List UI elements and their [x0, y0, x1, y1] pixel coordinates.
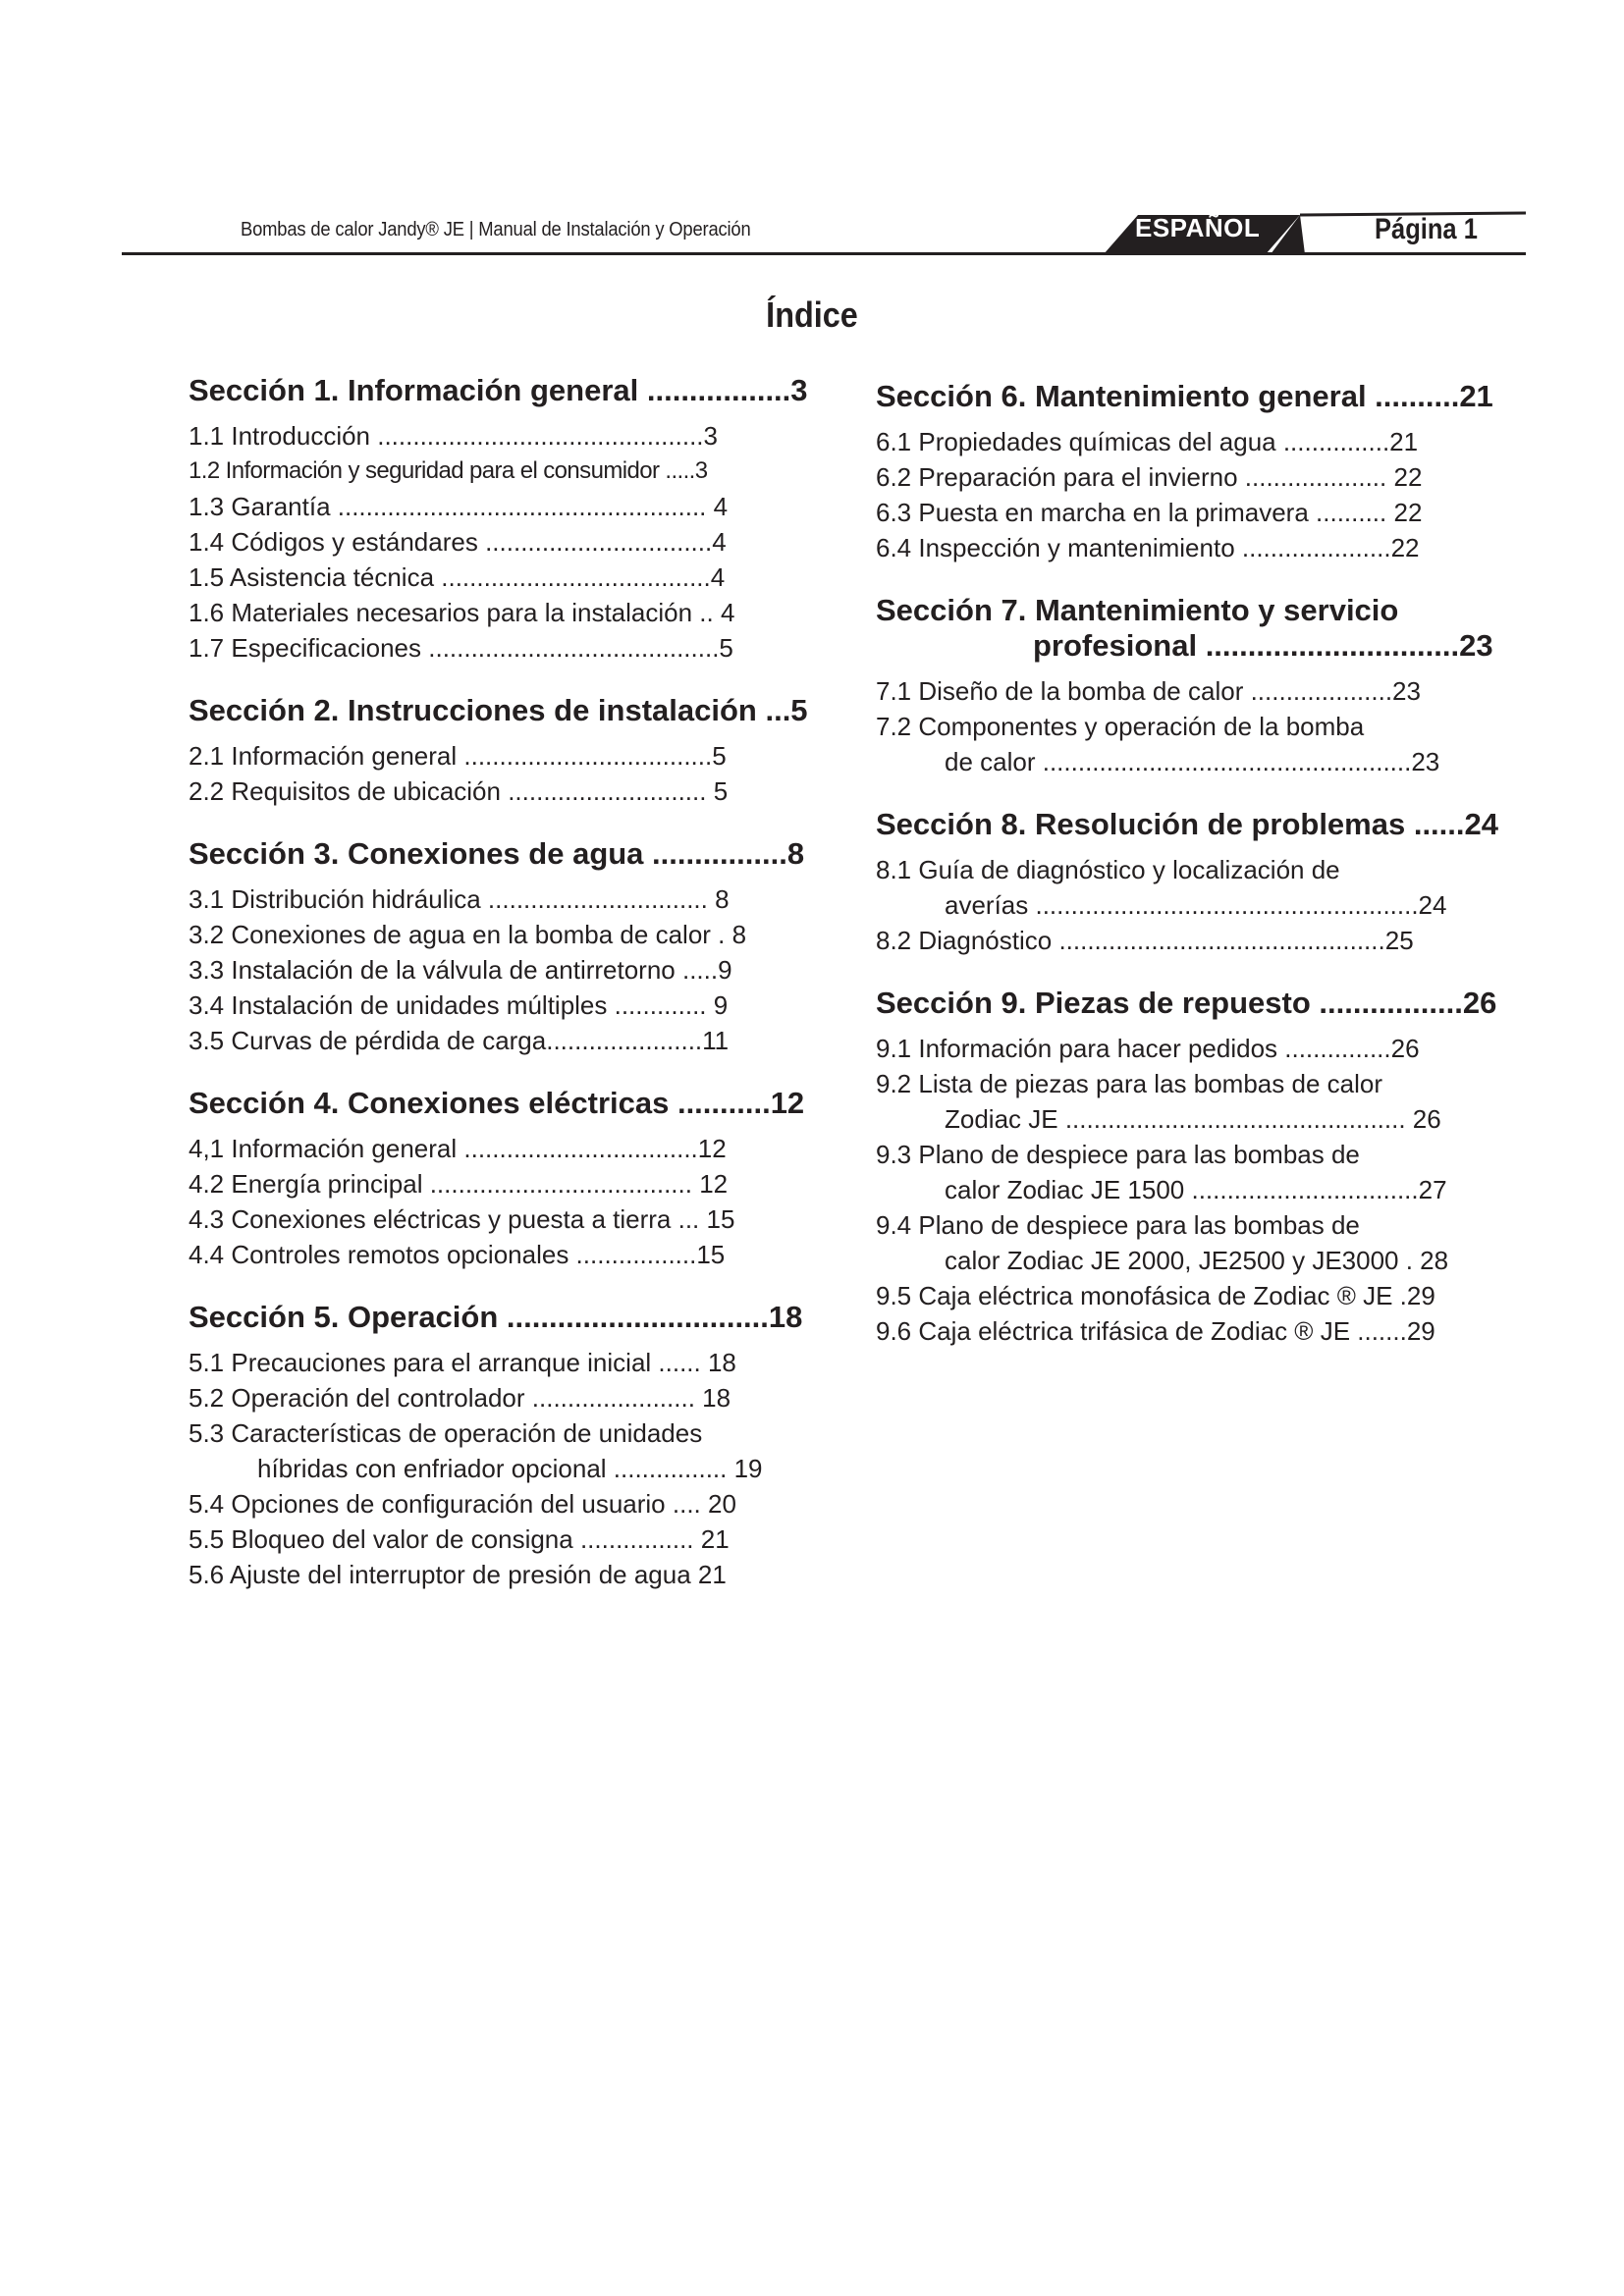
page-number: Página 1 — [1375, 213, 1478, 245]
toc-item[interactable]: 1.6 Materiales necesarios para la instalación .. 4 — [189, 598, 735, 627]
toc-item-line: 8.1 Guía de diagnóstico y localización de — [876, 855, 1340, 884]
toc-item-line: híbridas con enfriador opcional ................ 19 — [257, 1454, 763, 1483]
toc-item[interactable]: 6.1 Propiedades químicas del agua ...............21 — [876, 427, 1419, 456]
toc-item[interactable]: 4.4 Controles remotos opcionales .................15 — [189, 1240, 726, 1269]
toc-item[interactable]: 2.2 Requisitos de ubicación ............................ 5 — [189, 776, 729, 806]
toc-item[interactable]: 8.2 Diagnóstico ..............................................25 — [876, 926, 1414, 955]
toc-section[interactable]: Sección 2. Instrucciones de instalación ...5 — [189, 693, 808, 727]
toc-item-line: 9.3 Plano de despiece para las bombas de — [876, 1140, 1360, 1169]
header-title: Bombas de calor Jandy® JE | Manual de Instalación y Operación — [241, 219, 751, 240]
toc-item[interactable]: 9.6 Caja eléctrica trifásica de Zodiac ® JE .......29 — [876, 1316, 1435, 1346]
toc-item-line: calor Zodiac JE 2000, JE2500 y JE3000 . 28 — [945, 1246, 1449, 1275]
toc-item[interactable]: 9.1 Información para hacer pedidos ...............26 — [876, 1034, 1420, 1063]
toc-section[interactable]: Sección 9. Piezas de repuesto .................26 — [876, 986, 1497, 1020]
toc-item[interactable]: 5.5 Bloqueo del valor de consigna ................ 21 — [189, 1524, 730, 1554]
toc-section[interactable]: Sección 5. Operación ...............................18 — [189, 1300, 803, 1334]
toc-left-column — [189, 373, 817, 1592]
toc-item-line: 9.2 Lista de piezas para las bombas de calor — [876, 1069, 1382, 1098]
toc-item-line: 5.3 Características de operación de unidades — [189, 1418, 703, 1448]
toc-item-line: 7.2 Componentes y operación de la bomba — [876, 712, 1365, 741]
toc-item[interactable]: 9.5 Caja eléctrica monofásica de Zodiac ® JE .29 — [876, 1281, 1435, 1310]
toc-item[interactable]: 7.1 Diseño de la bomba de calor ....................23 — [876, 676, 1421, 706]
toc-section[interactable]: Sección 8. Resolución de problemas ......24 — [876, 807, 1498, 841]
toc-right-column — [876, 379, 1504, 1349]
toc-item[interactable]: 5.2 Operación del controlador ....................... 18 — [189, 1383, 731, 1413]
toc-item[interactable] — [876, 852, 1504, 923]
toc-item[interactable] — [876, 1207, 1504, 1278]
toc-item-line: calor Zodiac JE 1500 ................................27 — [945, 1175, 1447, 1204]
toc-item[interactable]: 1.5 Asistencia técnica ......................................4 — [189, 562, 726, 592]
toc-item[interactable]: 6.3 Puesta en marcha en la primavera .......... 22 — [876, 498, 1423, 527]
page-title: Índice — [766, 294, 858, 335]
toc-item[interactable]: 1.1 Introducción ..............................................3 — [189, 421, 718, 451]
toc-item[interactable]: 3.5 Curvas de pérdida de carga......................11 — [189, 1026, 730, 1055]
toc-item[interactable]: 6.2 Preparación para el invierno .................... 22 — [876, 462, 1423, 492]
toc-item[interactable]: 4.2 Energía principal ..................................... 12 — [189, 1169, 729, 1199]
toc-item[interactable]: 4.3 Conexiones eléctricas y puesta a tierra ... 15 — [189, 1204, 735, 1234]
toc-item[interactable]: 2.1 Información general ...................................5 — [189, 741, 727, 771]
toc-item[interactable] — [876, 1137, 1504, 1207]
toc-item[interactable]: 1.4 Códigos y estándares ................................4 — [189, 527, 727, 557]
toc-section[interactable]: Sección 6. Mantenimiento general ..........21 — [876, 379, 1493, 413]
toc-item[interactable]: 6.4 Inspección y mantenimiento .....................22 — [876, 533, 1420, 562]
toc-item[interactable]: 5.6 Ajuste del interruptor de presión de agua 21 — [189, 1560, 727, 1589]
toc-item[interactable]: 4,1 Información general .................................12 — [189, 1134, 727, 1163]
toc-item[interactable] — [189, 1415, 817, 1486]
toc-item[interactable]: 3.2 Conexiones de agua en la bomba de calor . 8 — [189, 920, 747, 949]
toc-item-line: de calor ....................................................23 — [945, 747, 1440, 776]
toc-section[interactable] — [876, 593, 1504, 664]
toc-item[interactable]: 3.3 Instalación de la válvula de antirretorno .....9 — [189, 955, 732, 985]
toc-section[interactable]: Sección 4. Conexiones eléctricas ...........12 — [189, 1086, 805, 1120]
toc-item[interactable]: 1.2 Información y seguridad para el consumidor .....3 — [189, 457, 708, 484]
toc-section[interactable]: Sección 3. Conexiones de agua ................8 — [189, 836, 805, 871]
toc-item[interactable]: 5.1 Precauciones para el arranque inicial ...... 18 — [189, 1348, 736, 1377]
toc-item[interactable]: 1.3 Garantía .................................................... 4 — [189, 492, 729, 521]
toc-section[interactable]: Sección 1. Información general .................3 — [189, 373, 808, 407]
page-header — [122, 201, 1526, 260]
toc-item-line: 9.4 Plano de despiece para las bombas de — [876, 1210, 1360, 1240]
toc-item[interactable]: 5.4 Opciones de configuración del usuario .... 20 — [189, 1489, 736, 1519]
language-label: ESPAÑOL — [1135, 213, 1261, 242]
toc-section-line: Sección 7. Mantenimiento y servicio — [876, 593, 1399, 627]
toc-section-line: profesional ..............................23 — [1033, 628, 1493, 663]
toc-item[interactable]: 3.1 Distribución hidráulica ............................... 8 — [189, 884, 730, 914]
toc-item[interactable] — [876, 709, 1504, 779]
toc-item-line: averías ......................................................24 — [945, 890, 1447, 920]
toc-item[interactable]: 1.7 Especificaciones .........................................5 — [189, 633, 733, 663]
toc-item[interactable] — [876, 1066, 1504, 1137]
toc-item[interactable]: 3.4 Instalación de unidades múltiples ............. 9 — [189, 990, 729, 1020]
toc-item-line: Zodiac JE ................................................ 26 — [945, 1104, 1441, 1134]
